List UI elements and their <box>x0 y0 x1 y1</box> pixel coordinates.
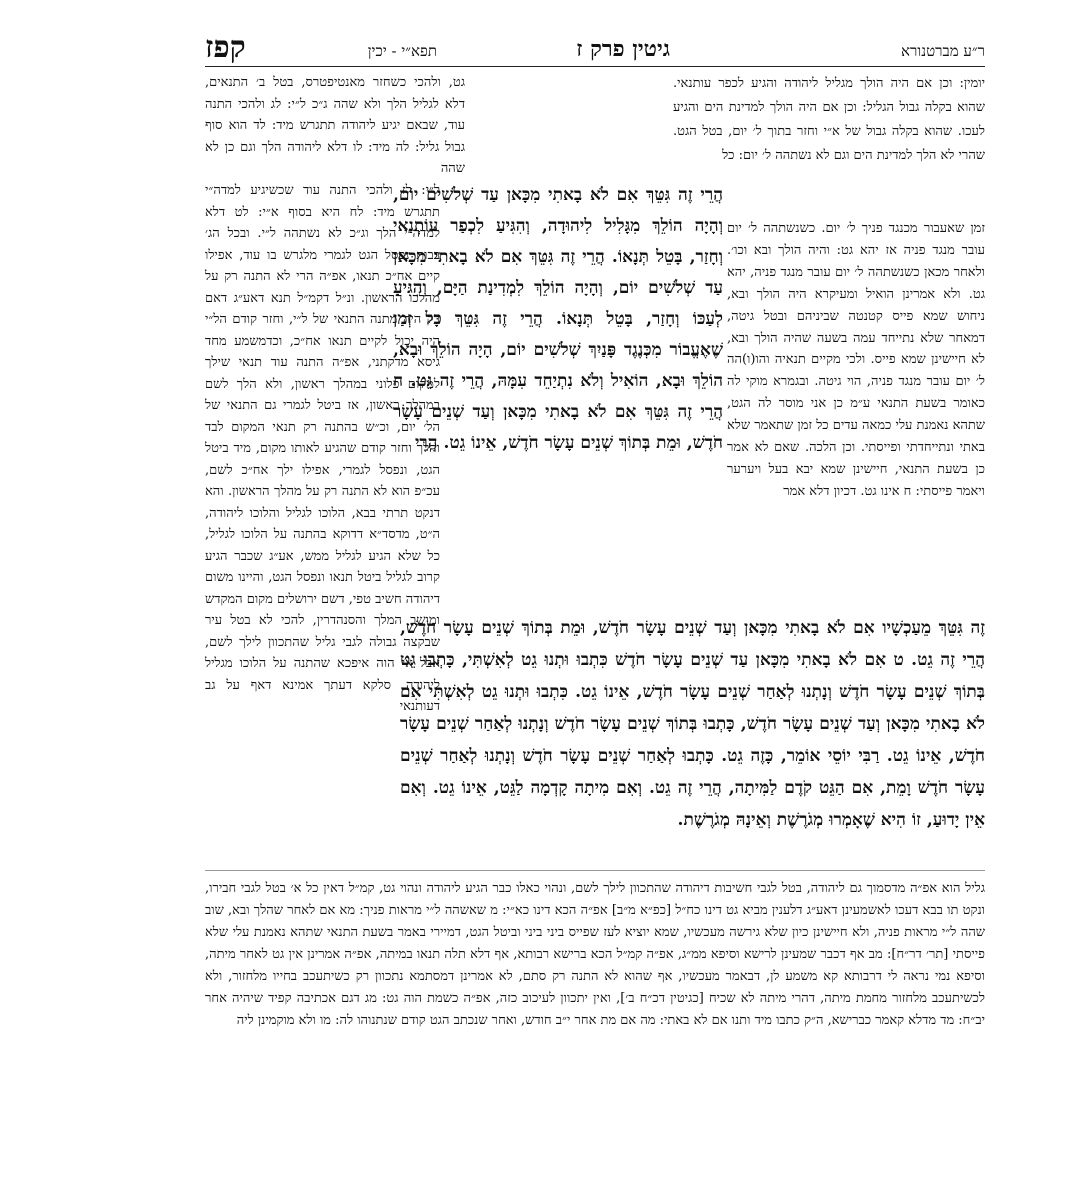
page-number: קפז <box>205 30 246 65</box>
commentary-yachin-top <box>205 72 465 180</box>
commentary-yachin-top-text: גט, ולהכי כשחזר מאנטיפטרס, בטל ב׳ התנאים, דלא לגליל הלך ולא שהה ג״כ ל״י: לג ולהכי התנה עוד, שבאם יגיע ליהודה תתגרש מיד: לד הוא סוף גבול גליל: לה מיד: לו דלא ליהודה הלך וגם כן לא שהה <box>205 75 465 177</box>
mishna-column-text: הֲרֵי זֶה גִּטֵּךְ אִם לֹא בָאתִי מִכָּאן עַד שְׁלֹשִׁים יוֹם, וְהָיָה הוֹלֵךְ מִגָּלִיל לִיהוּדָה, וְהִגִּיעַ לִכְפַר עוֹתְנַאי וְחָזַר, בָּטֵל תְּנָאוֹ. הֲרֵי זֶה גִּטֵּךְ אִם לֹא בָאתִי מִכָּאן עַד שְׁלֹשִׁים יוֹם, וְהָיָה הוֹלֵךְ לִמְדִינַת הַיָּם, וְהִגִּיעַ לְעַכּוֹ וְחָזַר, בָּטֵל תְּנָאוֹ. הֲרֵי זֶה גִּטֵּךְ כָּל זְמַן שֶׁאֶעֱבוֹר מִכְּנֶגֶד פָּנַיִךְ שְׁלֹשִׁים יוֹם, הָיָה הוֹלֵךְ וּבָא, הוֹלֵךְ וּבָא, הוֹאִיל וְלֹא נִתְיַחֵד עִמָּהּ, הֲרֵי זֶה גֵּט. ח הֲרֵי זֶה גִּטֵּךְ אִם לֹא בָאתִי מִכָּאן וְעַד שְׁנֵים עָשָׂר חֹדֶשׁ, וּמֵת בְּתוֹךְ שְׁנֵים עָשָׂר חֹדֶשׁ, אֵינוֹ גֵט. הֲרֵי <box>393 185 723 453</box>
section-divider <box>205 870 985 871</box>
commentary-bartenura <box>727 218 985 612</box>
commentary-bartenura-text: זמן שאעבור מכנגד פניך ל׳ יום. כשנשתהה ל׳ יום עובר מנגד פניה אז יהא גט: והיה הולך ובא וכו׳. ולאחר מכאן כשנשתהה ל׳ יום עובר מנגד פניה, יהא גט. ולא אמרינן הואיל ומעיקרא היה הולך ובא, ניחוש שמא פייס קטנטה שביניהם ובטל גיטה, דמאחר שלא נתייחד עמה בשעה שהיה הולך ובא, לא חיישינן שמא פייס. ולכי מקיים תנאיה והו(ו)הה ל׳ יום עובר מנגד פניה, הוי גיטה. ובגמרא מוקי לה כאומר בשעת התנאי ע״מ כן אני מוסר לה הגט, שתהא נאמנת עלי כמאה עדים כל זמן שתאמר שלא באתי ונתייחדתי ופייסתי. וכן הלכה. שאם לא אמר כן בשעת התנאי, חיישינן שמא יבא בעל ויערער ויאמר פייסתי: ח אינו גט. דכיון דלא אמר <box>727 221 985 499</box>
header-title: גיטין פרק ז <box>576 36 670 62</box>
page-header <box>205 36 985 66</box>
header-source: ר״ע מברטנורא <box>901 42 985 60</box>
commentary-yachin <box>205 180 440 714</box>
commentary-bartenura-top-text: יומין: וכן אם היה הולך מגליל ליהודה והגיע לכפר עותנאי. שהוא בקלה גבול הגליל: וכן אם היה הולך למדינת הים והגיע לעכו. שהוא בקלה גבול של א״י וחזר בתוך ל׳ יום, בטל הגט. שהרי לא הלך למדינת הים וגם לא נשתהה ל׳ יום: כל <box>673 76 985 163</box>
commentary-yachin-text: ל״י: לז ולהכי התנה עוד שכשיגיע למדה״י תתגרש מיד: לח היא בסוף א״י: לט דלא למדה״י הלך וג״כ לא נשתהה ל״י. ובכל הג׳ בבות נפסל הגט לגמרי מלגרש בו עוד, אפילו קיים אח״כ תנאו, אפ״ה הרי לא התנה רק על מהלכו הראשון. ונ״ל דקמ״ל תנא דאע״ג דאם רק היה מתנה התנאי של ל״י, וחזר קודם הל״י היה יכול לקיים תנאו אח״כ, וכדמשמע מחד גיסא מדקתני, אפ״ה התנה עוד תנאי שילך למקום פלוני במהלך ראשון, ולא הלך לשם במהלך ראשון, אז ביטל לגמרי גם התנאי של הל׳ יום, וכ״ש בהתנה רק תנאי המקום לבד והלך וחזר קודם שהגיע לאותו מקום, מיד ביטל הגט, ונפסל לגמרי, אפילו ילך אח״כ לשם, עכ״פ הוא לא התנה רק על מהלך הראשון. והא דנקט תרתי בבא, הלוכו לגליל והלוכו ליהודה, ה״ט, מדסד״א דדוקא בהתנה על הלוכו לגליל, כל שלא הגיע לגליל ממש, אע״ג שכבר הגיע קרוב לגליל ביטל תנאו ונפסל הגט, והיינו משום דיהודה חשיב טפי, דשם ירושלים מקום המקדש ומושב המלך והסנהדרין, להכי לא בטל עיר שבקצה גבולה לגבי גליל שהתכוון לילך לשם, אבל אי הוה איפכא שהתנה על הלוכו מגליל ליהודה, סלקא דעתך אמינא דאף על גב דעותנאי <box>205 183 440 714</box>
header-rule <box>205 66 985 67</box>
header-range: תפא״י - יכין <box>367 42 437 60</box>
mishna-column <box>393 180 723 612</box>
commentary-bottom-text: גליל הוא אפ״ה מדסמוך גם ליהודה, בטל לגבי חשיבות דיהודה שהתכוון לילך לשם, ונהוי כאלו כבר הגיע ליהודה ונהוי גט, קמ״ל דאין כל א׳ בטל לגבי חבירו, ונקט תו בבא דעכו לאשמעינן דאע״ג דלענין מביא גט דינו כח״ל [כפ״א מ״ב] אפ״ה הכא דינו כא״י: מ שאשהה ל״י מראות פניך: מא אם לאחר שהלך ובא, שוב שהה ל״י מראות פניה, ולא חיישינן כיון שלא גירשה מעכשיו, שמא יוציא לעז שפייס ביני ביני וביטל הגט, דמיירי באמר בשעת התנאי שתהא נאמנת עלי שלא פייסתי [תר׳ דר״ח]: מב אף דכבר שמעינן לרישא וסיפא ממ״ג, אפ״ה קמ״ל הכא ברישא רבותא, אף דלא תלה תנאו במיתה, אפ״ה אמרינן אין גט לאחר מיתה, וסיפא נמי נראה לי דרבותא קא משמע לן, דבאמר מעכשיו, אף שהוא לא התנה רק סתם, לא אמרינן דמסתמא נתכוון רק כשיתעכב בחייו מלחזור, ולא לכשיתעכב מלחזור מחמת מיתה, דהרי מיתה לא שכיח [כגיטין דכ״ח ב׳], ואין יתכוון לעיכוב כזה, אפ״ה כשמת הוה גט: מג דגם אכתיבה קפיד שיהיה אחר יב״ח: מד מדלא קאמר כברישא, ה״ק כתבו מיד ותנו אם לא באתי: מה אם מת אחר י״ב חודש, ואחר שנכתב הגט קודם שנתנוהו לה: מו ולא מוקמינן ליה <box>205 881 985 1028</box>
mishna-wide-text: זֶה גִּטֵּךְ מֵעַכְשָׁיו אִם לֹא בָאתִי מִכָּאן וְעַד שְׁנֵים עָשָׂר חֹדֶשׁ, וּמֵת בְּתוֹךְ שְׁנֵים עָשָׂר חֹדֶשׁ, הֲרֵי זֶה גֵט. ט אִם לֹא בָאתִי מִכָּאן עַד שְׁנֵים עָשָׂר חֹדֶשׁ כִּתְבוּ וּתְנוּ גֵט לְאִשְׁתִּי, כָּתְבוּ גֵט בְּתוֹךְ שְׁנֵים עָשָׂר חֹדֶשׁ וְנָתְנוּ לְאַחַר שְׁנֵים עָשָׂר חֹדֶשׁ, אֵינוֹ גֵט. כִּתְבוּ וּתְנוּ גֵט לְאִשְׁתִּי אִם לֹא בָאתִי מִכָּאן וְעַד שְׁנֵים עָשָׂר חֹדֶשׁ, כָּתְבוּ בְּתוֹךְ שְׁנֵים עָשָׂר חֹדֶשׁ וְנָתְנוּ לְאַחַר שְׁנֵים עָשָׂר חֹדֶשׁ, אֵינוֹ גֵט. רַבִּי יוֹסֵי אוֹמֵר, כָּזֶה גֵט. כָּתְבוּ לְאַחַר שְׁנֵים עָשָׂר חֹדֶשׁ וְנָתְנוּ לְאַחַר שְׁנֵים עָשָׂר חֹדֶשׁ וָמֵת, אִם הַגֵּט קֹדֶם לַמִּיתָה, הֲרֵי זֶה גֵט. וְאִם מִיתָה קָדְמָה לַגֵּט, אֵינוֹ גֵט. וְאִם אֵין יָדוּעַ, זוֹ הִיא שֶׁאָמְרוּ מְגֹרֶשֶׁת וְאֵינָהּ מְגֹרֶשֶׁת. <box>400 618 985 830</box>
commentary-bottom <box>205 878 985 1098</box>
mishna-wide <box>400 612 985 868</box>
